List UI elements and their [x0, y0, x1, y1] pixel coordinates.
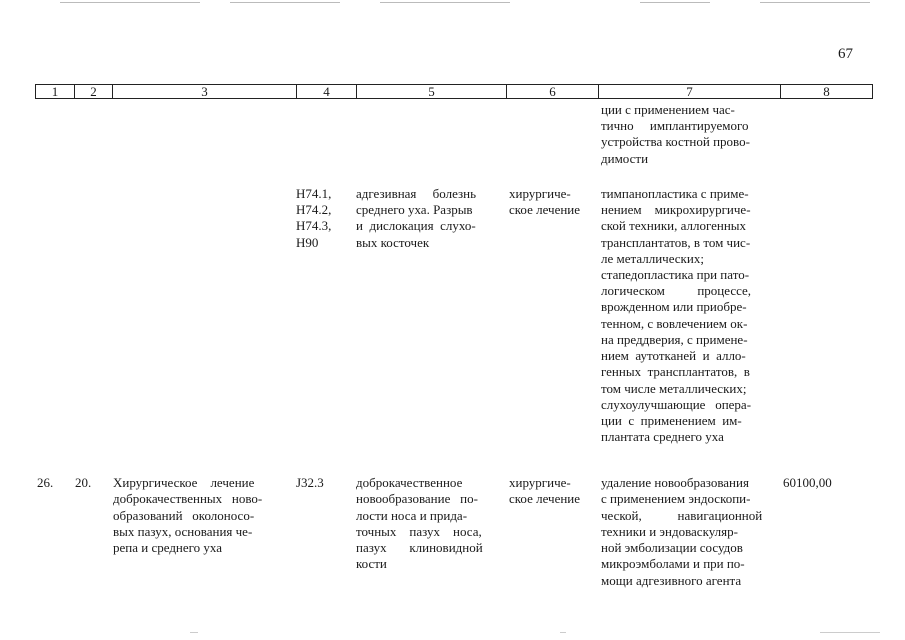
continuation-col7-line: тично имплантируемого	[601, 118, 749, 133]
scan-artifact	[640, 2, 710, 3]
row-b-method-line: ной эмболизации сосудов	[601, 540, 743, 555]
row-b-profile-line: Хирургическое лечение	[113, 475, 255, 490]
header-col-1: 1	[51, 84, 59, 99]
header-col-8: 8	[780, 85, 872, 98]
row-b-method-line: мощи адгезивного агента	[601, 573, 742, 588]
row-b-method-line: техники и эндоваскуляр-	[601, 524, 738, 539]
row-a-diagnosis-line: вых косточек	[356, 235, 430, 250]
scan-artifact	[190, 632, 198, 633]
row-a-method-line: ской техники, аллогенных	[601, 218, 747, 233]
row-a-method-line: на преддверия, с примене-	[601, 332, 748, 347]
row-a-method-line: генных трансплантатов, в	[601, 364, 750, 379]
scan-artifact	[380, 2, 510, 3]
header-col-6: 6	[506, 85, 598, 98]
scan-artifact	[60, 2, 200, 3]
table-header-row	[35, 84, 873, 99]
row-b-diagnosis-line: пазух клиновидной	[356, 540, 483, 555]
row-a-treatment-type: ское лечение	[509, 202, 581, 217]
row-b-profile-line: образований околоносо-	[113, 508, 255, 523]
row-b-diagnosis-line: кости	[356, 556, 387, 571]
row-a-icd-code: H74.3,	[296, 218, 332, 233]
header-col-5: 5	[356, 85, 506, 98]
row-a-method-line: тимпанопластика с приме-	[601, 186, 749, 201]
row-b-profile-line: доброкачественных ново-	[113, 491, 263, 506]
row-b-method-line: ческой, навигационной	[601, 508, 763, 523]
header-col-7: 7	[598, 85, 780, 98]
row-a-diagnosis-line: адгезивная болезнь	[356, 186, 477, 201]
continuation-col7-line: димости	[601, 151, 649, 166]
header-col-3: 3	[112, 85, 296, 98]
header-col-2: 2	[74, 85, 112, 98]
row-a-icd-code: H90	[296, 235, 319, 250]
row-b-diagnosis-line: доброкачественное	[356, 475, 463, 490]
page-number: 67	[838, 46, 853, 62]
continuation-col7-line: ции с применением час-	[601, 102, 735, 117]
row-b-cost: 60100,00	[783, 475, 832, 490]
row-b-treatment-type: ское лечение	[509, 491, 581, 506]
scan-artifact	[230, 2, 340, 3]
row-a-method-line: трансплантатов, в том чис-	[601, 235, 751, 250]
row-a-diagnosis-line: среднего уха. Разрыв	[356, 202, 473, 217]
row-b-number: 26.	[37, 475, 54, 490]
row-a-diagnosis-line: и дислокация слухо-	[356, 218, 476, 233]
row-a-method-line: нением микрохирургиче-	[601, 202, 751, 217]
row-a-method-line: стапедопластика при пато-	[601, 267, 750, 282]
row-a-method-line: том числе металлических;	[601, 381, 747, 396]
row-b-icd-code: J32.3	[296, 475, 324, 490]
row-b-treatment-type: хирургиче-	[509, 475, 571, 490]
row-b-method-line: микроэмболами и при по-	[601, 556, 745, 571]
row-b-method-line: с применением эндоскопи-	[601, 491, 751, 506]
row-a-method-line: тенном, с вовлечением ок-	[601, 316, 748, 331]
row-b-diagnosis-line: новообразование по-	[356, 491, 478, 506]
row-b-method-line: удаление новообразования	[601, 475, 749, 490]
row-a-method-line: ции с применением им-	[601, 413, 742, 428]
row-b-profile-line: вых пазух, основания че-	[113, 524, 253, 539]
row-b-diagnosis-line: точных пазух носа,	[356, 524, 482, 539]
row-a-treatment-type: хирургиче-	[509, 186, 571, 201]
scan-artifact	[760, 2, 870, 3]
row-a-method-line: ле металлических;	[601, 251, 704, 266]
row-a-icd-code: H74.2,	[296, 202, 332, 217]
row-a-method-line: нием аутотканей и алло-	[601, 348, 746, 363]
row-a-icd-code: H74.1,	[296, 186, 332, 201]
row-a-method-line: плантата среднего уха	[601, 429, 724, 444]
row-b-group-number: 20.	[75, 475, 92, 490]
row-a-method-line: логическом процессе,	[601, 283, 752, 298]
scan-artifact	[560, 632, 566, 633]
row-a-method-line: слухоулучшающие опера-	[601, 397, 752, 412]
continuation-col7-line: устройства костной прово-	[601, 134, 750, 149]
row-b-profile-line: репа и среднего уха	[113, 540, 223, 555]
header-col-4: 4	[296, 85, 356, 98]
row-a-method-line: врожденном или приобре-	[601, 299, 747, 314]
scan-artifact	[820, 632, 880, 633]
row-b-diagnosis-line: лости носа и прида-	[356, 508, 468, 523]
